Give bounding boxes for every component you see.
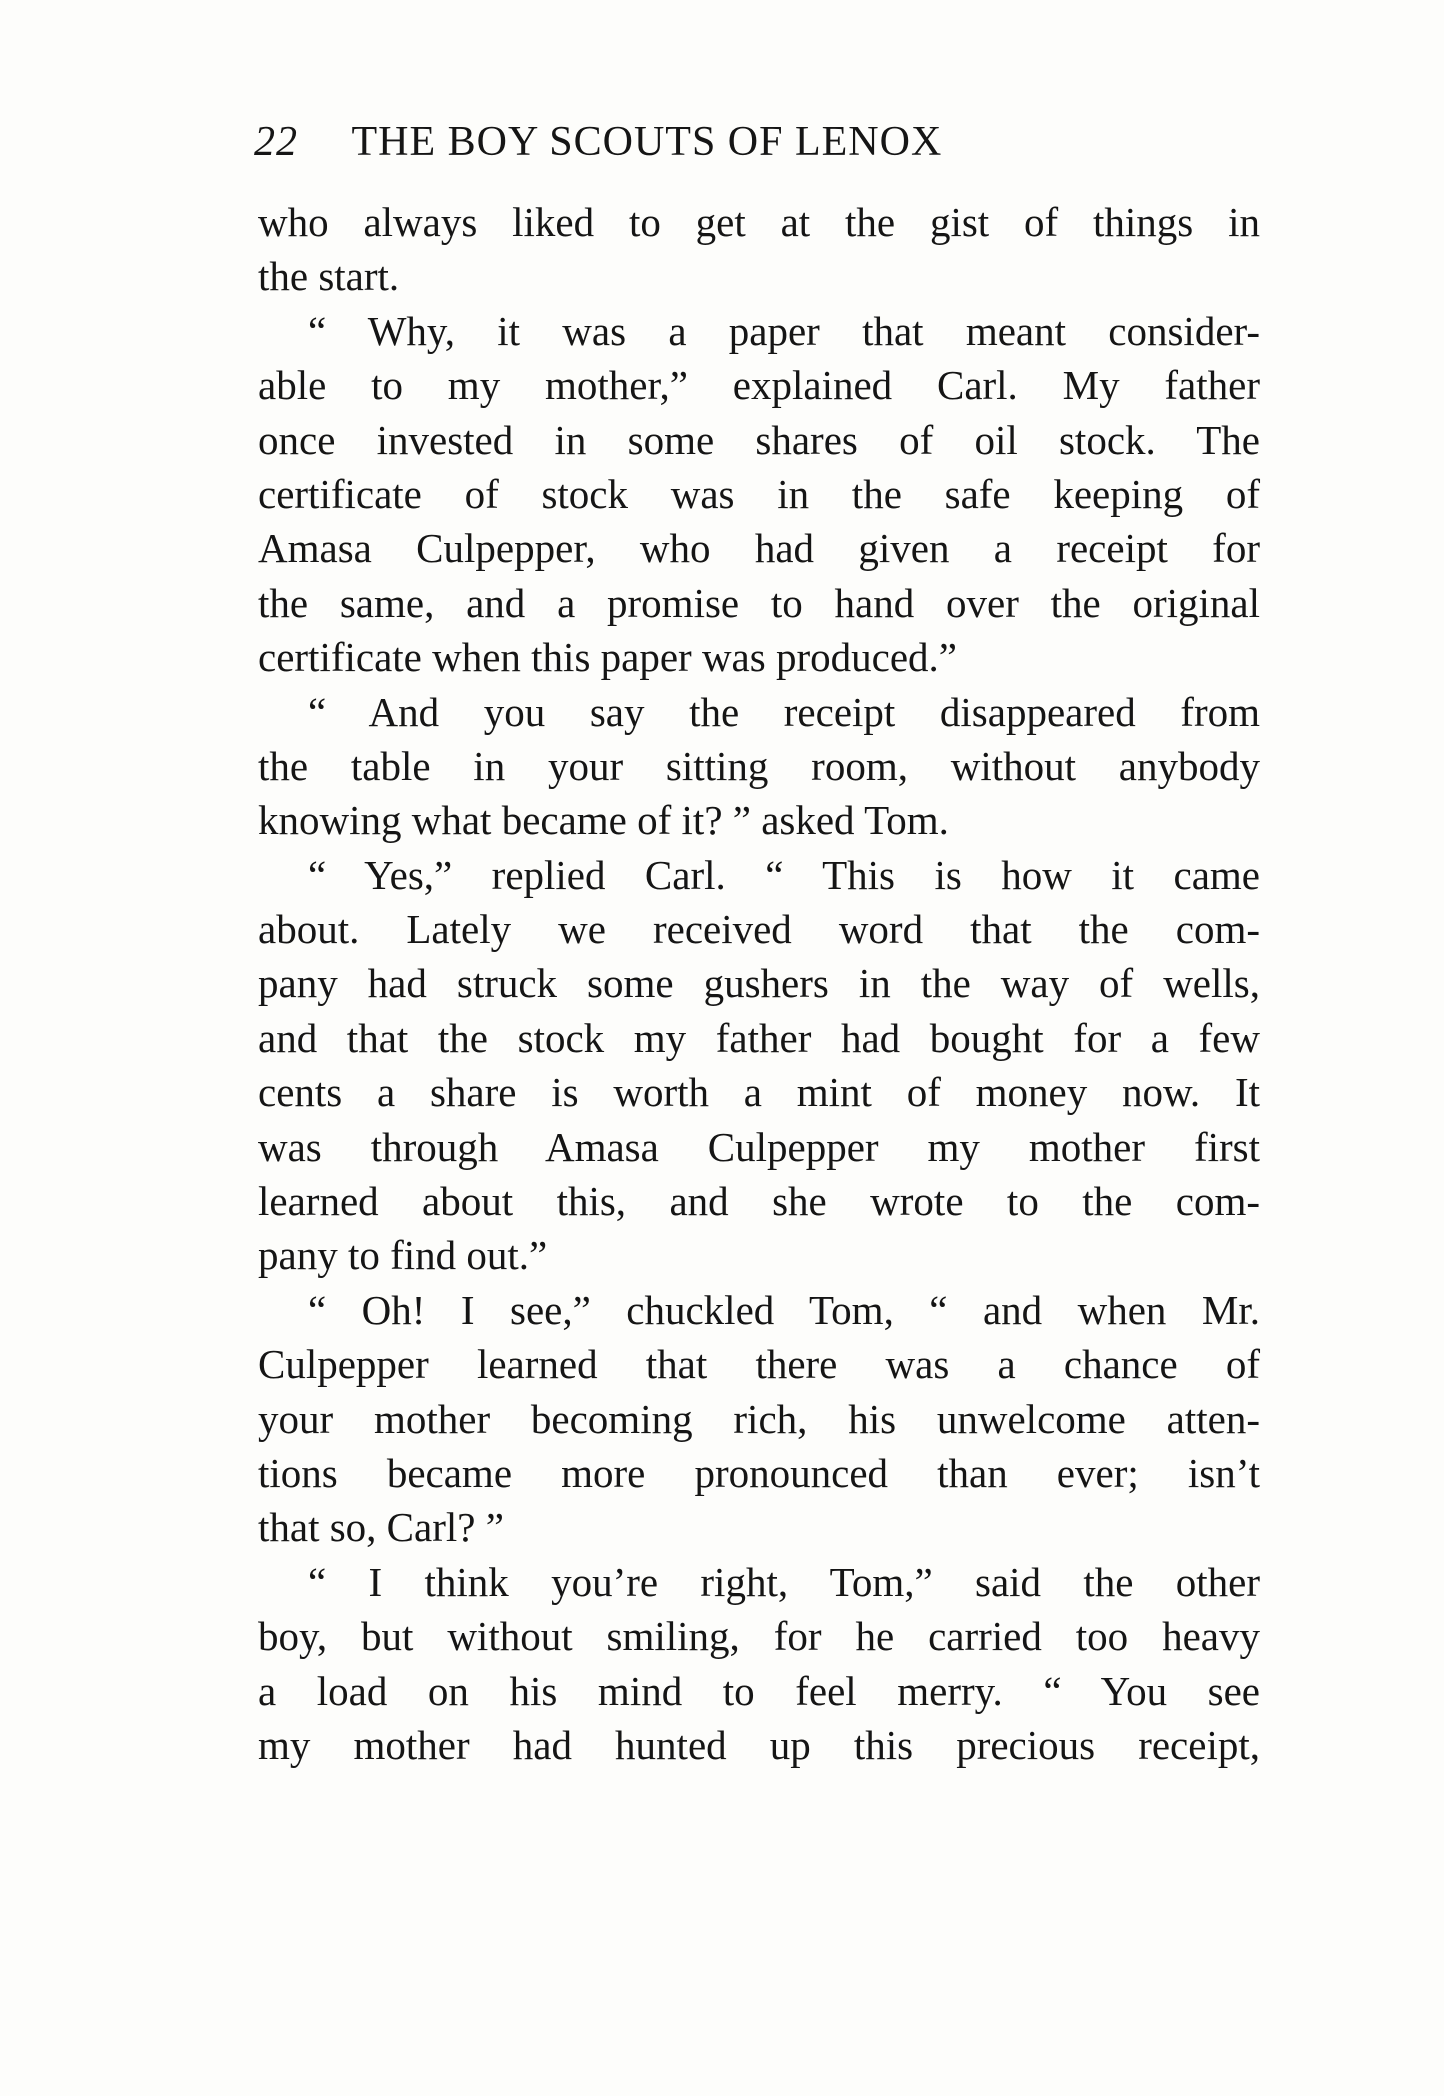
text-line: “ Yes,” replied Carl. “ This is how it came	[308, 851, 1260, 898]
text-line: and that the stock my father had bought for a few	[258, 1014, 1260, 1061]
text-line: Amasa Culpepper, who had given a receipt for	[258, 525, 1260, 572]
text-line: once invested in some shares of oil stock. The	[258, 416, 1260, 463]
text-line: able to my mother,” explained Carl. My father	[258, 362, 1260, 409]
text-line: that so, Carl? ”	[258, 1504, 504, 1551]
text-line: about. Lately we received word that the com-	[258, 906, 1260, 953]
text-line: the table in your sitting room, without anybody	[258, 742, 1260, 789]
text-line: pany to find out.”	[258, 1232, 548, 1279]
text-line: your mother becoming rich, his unwelcome atten-	[258, 1395, 1260, 1442]
text-line: learned about this, and she wrote to the com-	[258, 1178, 1260, 1225]
text-line: “ Why, it was a paper that meant consider-	[308, 307, 1260, 354]
text-line: the start.	[258, 253, 400, 300]
text-line: a load on his mind to feel merry. “ You see	[258, 1667, 1260, 1714]
text-line: certificate of stock was in the safe keeping of	[258, 470, 1260, 517]
running-title: THE BOY SCOUTS OF LENOX	[351, 119, 943, 165]
text-line: certificate when this paper was produced.”	[258, 634, 957, 681]
text-line: cents a share is worth a mint of money now. It	[258, 1069, 1260, 1116]
text-line: “ I think you’re right, Tom,” said the other	[308, 1558, 1260, 1605]
text-line: the same, and a promise to hand over the original	[258, 579, 1260, 626]
text-line: my mother had hunted up this precious receipt,	[258, 1721, 1260, 1768]
text-line: tions became more pronounced than ever; isn’t	[258, 1449, 1260, 1496]
text-line: boy, but without smiling, for he carried too heavy	[258, 1613, 1260, 1660]
text-line: who always liked to get at the gist of things in	[258, 199, 1260, 245]
page-number: 22	[254, 119, 298, 165]
page-header	[254, 112, 1260, 172]
text-line: Culpepper learned that there was a chance of	[258, 1341, 1260, 1388]
text-line: was through Amasa Culpepper my mother first	[258, 1123, 1260, 1170]
text-line: “ And you say the receipt disappeared from	[308, 688, 1260, 735]
body-text	[258, 195, 1260, 1772]
text-line: pany had struck some gushers in the way of wells,	[258, 960, 1260, 1007]
text-line: knowing what became of it? ” asked Tom.	[258, 797, 949, 844]
text-line: “ Oh! I see,” chuckled Tom, “ and when Mr.	[308, 1286, 1260, 1333]
